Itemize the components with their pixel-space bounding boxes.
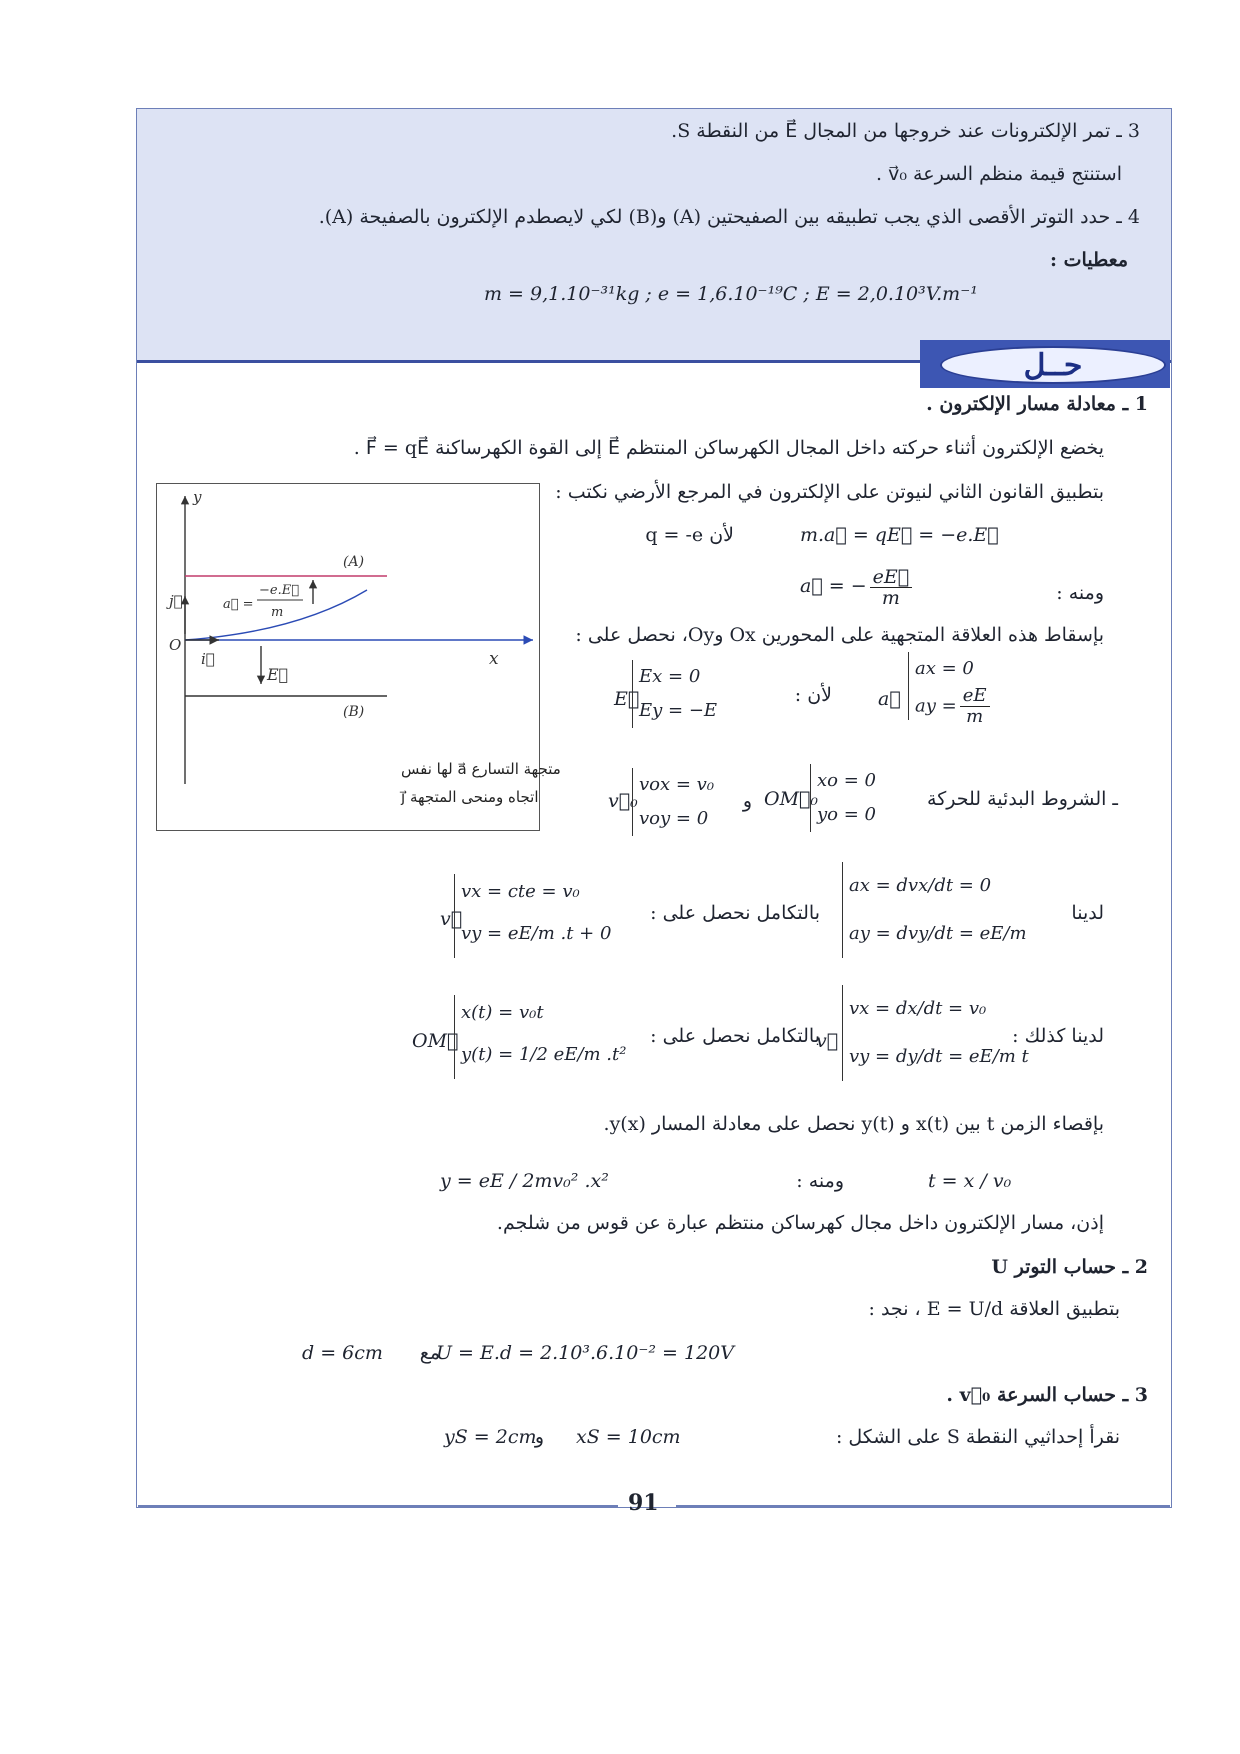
figure-caption-2: اتجاه ومنحى المتجهة j⃗ — [401, 788, 539, 806]
and-label-2: و — [534, 1426, 544, 1448]
initial-conditions-label: ـ الشروط البدئية للحركة — [927, 788, 1118, 810]
page-number-rule-left — [138, 1505, 618, 1507]
OM-vector-label: OM⃗ — [412, 1030, 459, 1052]
section-1-title: 1 ـ معادلة مسار الإلكترون . — [926, 393, 1148, 415]
distance-value: d = 6cm — [302, 1342, 383, 1364]
section-2-paragraph: بتطبيق العلاقة E = U/d ، نجد : — [868, 1298, 1120, 1320]
section-1-paragraph-2: بتطبيق القانون الثاني لنيوتن على الإلكترون في المرجع الأرضي نكتب : — [555, 481, 1104, 503]
E-vector-label: E⃗ — [614, 688, 640, 710]
conclusion-text: إذن، مسار الإلكترون داخل مجال كهرساكن منتظم عبارة عن قوس من شلجم. — [496, 1212, 1104, 1234]
section-2-title: 2 ـ حساب التوتر U — [991, 1256, 1148, 1278]
origin-label: O — [169, 636, 182, 654]
data-values: m = 9,1.10⁻³¹kg ; e = 1,6.10⁻¹⁹C ; E = 2,0.10³V.m⁻¹ — [484, 283, 978, 305]
with-label: مع — [419, 1342, 440, 1364]
plate-a-label: (A) — [343, 554, 365, 570]
because-q-negative: لأن q = -e — [645, 524, 734, 546]
solution-label: حــل — [940, 346, 1166, 384]
v0-components: vox = v₀ voy = 0 — [632, 768, 714, 836]
a-vector-label: a⃗ — [878, 688, 901, 710]
j-label: j⃗ — [169, 592, 183, 610]
data-label: معطيات : — [1050, 249, 1128, 271]
xs-value: xS = 10cm — [576, 1426, 681, 1448]
we-have-label: لدينا — [1071, 902, 1104, 924]
OM0-components: xo = 0 yo = 0 — [810, 764, 876, 832]
acceleration-equation: a⃗ = − $\frac{eE⃗}{m}$ — [800, 566, 915, 608]
velocity-components: vx = cte = v₀ vy = eE/m .t + 0 — [454, 874, 611, 958]
position-components: x(t) = v₀t y(t) = 1/2 eE/m .t² — [454, 995, 626, 1079]
voltage-equation: U = E.d = 2.10³.6.10⁻² = 120V — [436, 1342, 734, 1364]
integration-result-label-2: بالتكامل نحصل على : — [650, 1025, 820, 1047]
v-vector-label: v⃗ — [440, 908, 463, 930]
because-label: لأن : — [794, 684, 832, 706]
newton-equation: m.a⃗ = qE⃗ = −e.E⃗ — [800, 524, 999, 546]
trajectory-equation: y = eE / 2mv₀² .x² — [440, 1170, 609, 1192]
accel-denominator: m — [271, 605, 284, 620]
v-vector-label-2: v⃗ — [816, 1030, 839, 1052]
trajectory-diagram — [157, 484, 561, 832]
and-label-1: و — [742, 790, 752, 812]
we-have-also-label: لدينا كذلك : — [1012, 1025, 1104, 1047]
field-label: E⃗ — [267, 665, 289, 684]
page-number-rule-right — [676, 1505, 1170, 1507]
ys-value: yS = 2cm — [444, 1426, 537, 1448]
eliminate-time-text: بإقصاء الزمن t بين x(t) و y(t) نحصل على معادلة المسار y(x). — [603, 1113, 1104, 1135]
hence-label-2: ومنه : — [796, 1170, 844, 1192]
y-axis-label: y — [193, 488, 202, 506]
figure-caption-1: متجهة التسارع a⃗ لها نفس — [401, 760, 561, 778]
velocity-derivatives: vx = dx/dt = v₀ vy = dy/dt = eE/m t — [842, 985, 1029, 1081]
accel-numerator: −e.E⃗ — [259, 583, 300, 598]
v0-vector-label: v⃗₀ — [608, 790, 638, 812]
i-label: i⃗ — [201, 650, 215, 668]
a-components: ax = 0 ay = $\frac{eE}{m}$ — [908, 652, 993, 720]
section-3-title: 3 ـ حساب السرعة v⃗₀ . — [946, 1384, 1148, 1406]
page-number: 91 — [628, 1490, 659, 1516]
section-1-paragraph-1: يخضع الإلكترون أثناء حركته داخل المجال الكهرساكن المنتظم E⃗ إلى القوة الكهرساكنة F⃗ = qE⃗ . — [353, 437, 1104, 459]
time-equation: t = x / v₀ — [928, 1170, 1012, 1192]
problem-box — [137, 109, 1171, 363]
acceleration-derivatives: ax = dvx/dt = 0 ay = dvy/dt = eE/m — [842, 862, 1027, 958]
section-3-paragraph: نقرأ إحداثيي النقطة S على الشكل : — [835, 1426, 1120, 1448]
hence-label: ومنه : — [1056, 582, 1104, 604]
OM0-vector-label: OM⃗₀ — [764, 788, 819, 810]
E-components: Ex = 0 Ey = −E — [632, 660, 717, 728]
question-3-line-2: استنتج قيمة منظم السرعة v⃗₀ . — [876, 163, 1122, 185]
section-1-paragraph-3: بإسقاط هذه العلاقة المتجهية على المحورين Ox وOy، نحصل على : — [575, 624, 1104, 646]
question-3-line-1: 3 ـ تمر الإلكترونات عند خروجها من المجال E⃗ من النقطة S. — [671, 120, 1140, 142]
accel-lhs: a⃗ = — [223, 597, 254, 612]
integration-result-label-1: بالتكامل نحصل على : — [650, 902, 820, 924]
x-axis-label: x — [489, 649, 499, 669]
plate-b-label: (B) — [343, 704, 365, 720]
electron-trajectory-figure — [156, 483, 561, 831]
question-4-line: 4 ـ حدد التوتر الأقصى الذي يجب تطبيقه بين الصفيحتين (A) و(B) لكي لايصطدم الإلكترون بالصفيحة (A). — [318, 206, 1140, 228]
